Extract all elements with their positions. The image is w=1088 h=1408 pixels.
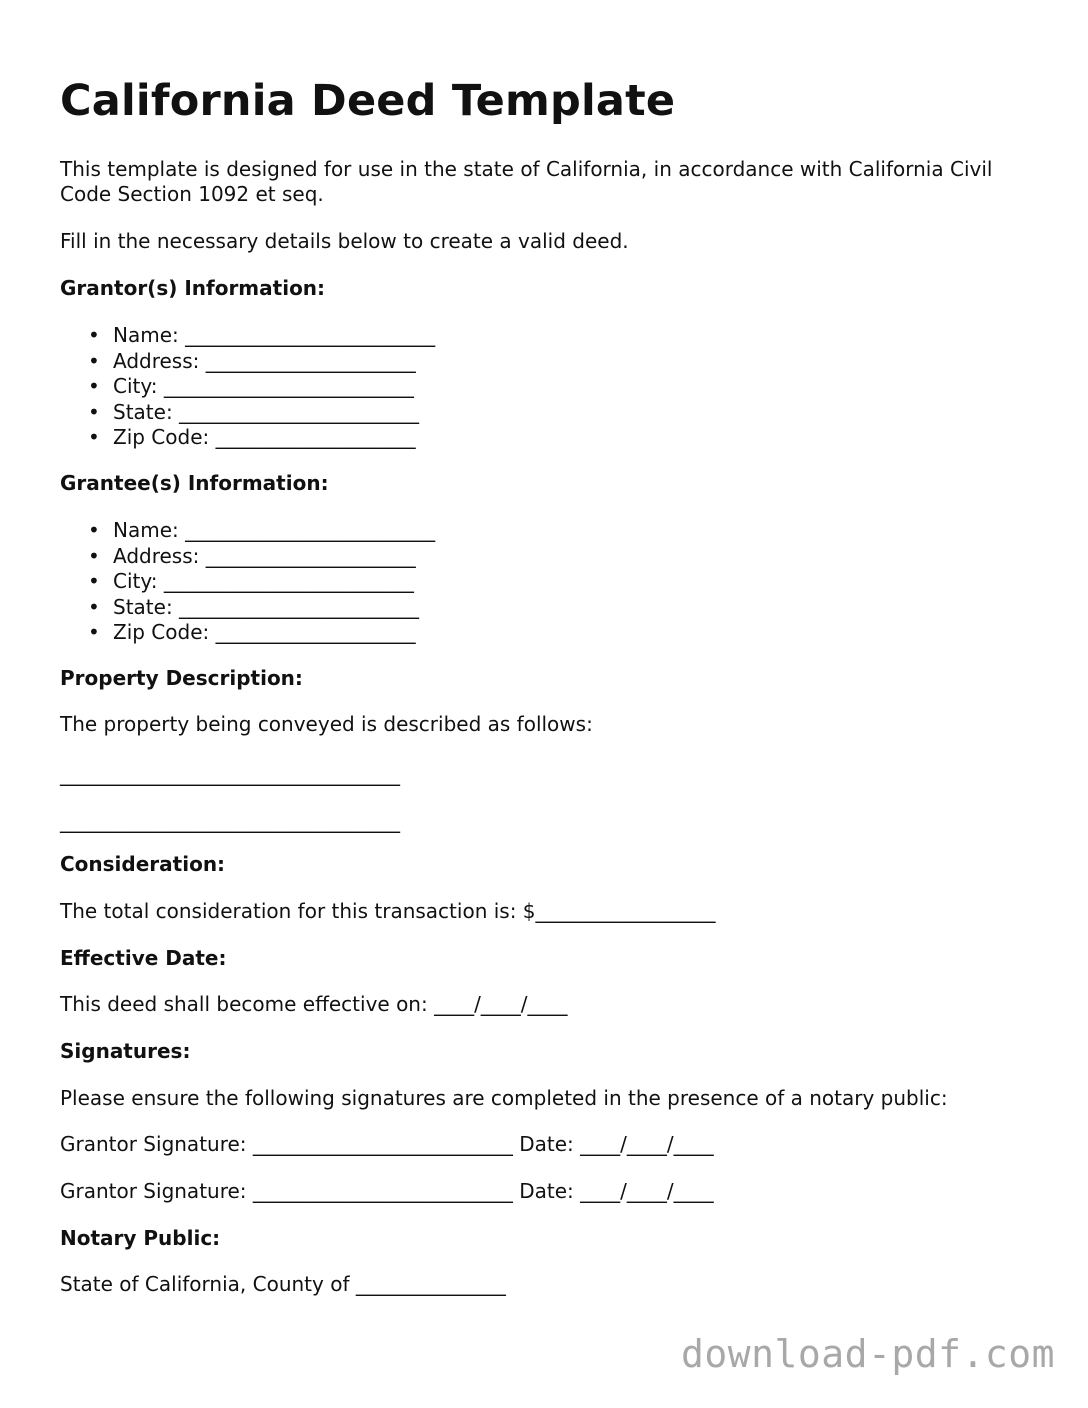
bullet-icon: •: [88, 620, 100, 644]
signatures-instruction: Please ensure the following signatures are completed in the presence of a notary public:: [60, 1086, 948, 1110]
notary-county-field[interactable]: State of California, County of _______________: [60, 1272, 506, 1296]
bullet-icon: •: [88, 518, 100, 542]
signatures-heading: Signatures:: [60, 1039, 191, 1063]
grantor-signature-line-2[interactable]: Grantor Signature: __________________________ Date: ____/____/____: [60, 1179, 714, 1203]
grantee-city-field[interactable]: • City: _________________________: [88, 569, 414, 593]
grantor-state-field[interactable]: • State: ________________________: [88, 399, 420, 424]
property-line-2[interactable]: __________________________________: [60, 809, 400, 833]
consideration-field[interactable]: The total consideration for this transaction is: $__________________: [60, 899, 716, 923]
bullet-icon: •: [88, 569, 100, 593]
grantor-fields-list: [60, 323, 435, 451]
bullet-icon: •: [88, 594, 100, 619]
property-text: The property being conveyed is described as follows:: [60, 712, 593, 736]
bullet-icon: •: [88, 348, 100, 373]
effective-date-field[interactable]: This deed shall become effective on: ____/____/____: [60, 992, 568, 1016]
effective-date-heading: Effective Date:: [60, 946, 227, 970]
page-title: California Deed Template: [60, 76, 676, 126]
bullet-icon: •: [88, 425, 100, 449]
grantor-city-field[interactable]: • City: _________________________: [88, 374, 414, 398]
grantee-address-field[interactable]: • Address: _____________________: [88, 543, 416, 568]
grantee-name-field[interactable]: • Name: _________________________: [88, 518, 436, 542]
instruction-paragraph: Fill in the necessary details below to create a valid deed.: [60, 229, 629, 253]
property-line-1[interactable]: __________________________________: [60, 762, 400, 786]
grantor-zip-field[interactable]: • Zip Code: ____________________: [88, 425, 416, 449]
grantee-state-field[interactable]: • State: ________________________: [88, 594, 420, 619]
grantee-fields-list: [60, 518, 435, 646]
bullet-icon: •: [88, 543, 100, 568]
property-heading: Property Description:: [60, 666, 303, 690]
intro-paragraph: This template is designed for use in the state of California, in accordance with California Civil Code Section 1092 et seq.: [60, 157, 993, 206]
grantor-heading: Grantor(s) Information:: [60, 276, 326, 300]
grantor-address-field[interactable]: • Address: _____________________: [88, 348, 416, 373]
grantor-signature-line-1[interactable]: Grantor Signature: __________________________ Date: ____/____/____: [60, 1132, 714, 1156]
grantor-name-field[interactable]: • Name: _________________________: [88, 323, 436, 347]
bullet-icon: •: [88, 323, 100, 347]
notary-heading: Notary Public:: [60, 1226, 221, 1250]
bullet-icon: •: [88, 399, 100, 424]
grantee-heading: Grantee(s) Information:: [60, 471, 329, 495]
grantee-zip-field[interactable]: • Zip Code: ____________________: [88, 620, 416, 644]
bullet-icon: •: [88, 374, 100, 398]
consideration-heading: Consideration:: [60, 852, 226, 876]
watermark: download-pdf.com: [680, 1332, 1055, 1376]
